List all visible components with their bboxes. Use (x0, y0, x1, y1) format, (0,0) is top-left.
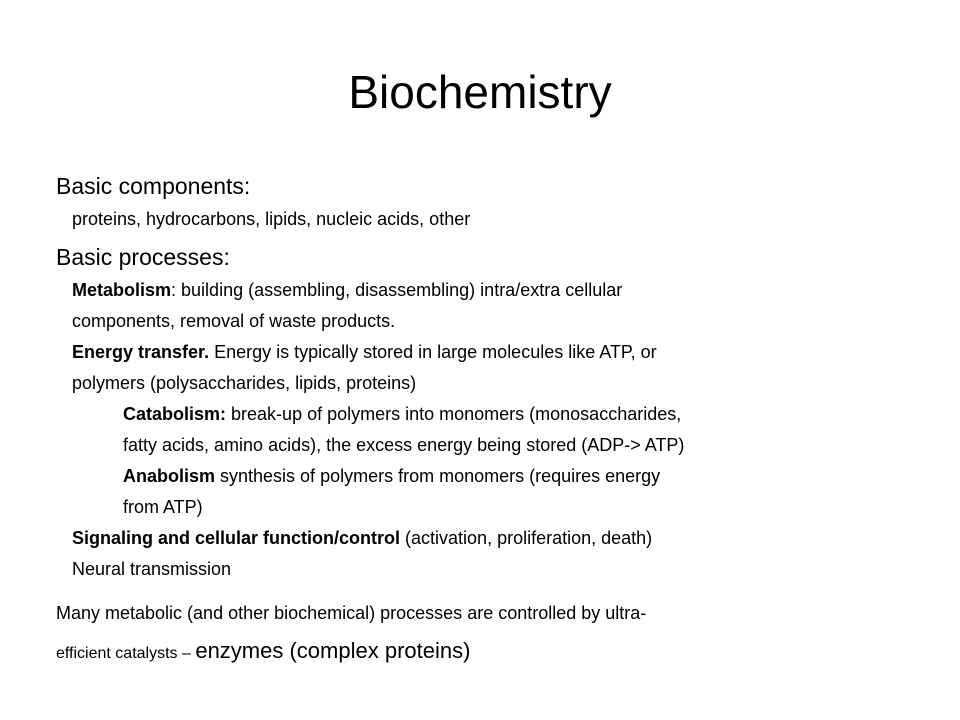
signaling-term: Signaling and cellular function/control (72, 528, 401, 548)
slide-title: Biochemistry (348, 66, 612, 118)
energy-line-1 (56, 337, 936, 368)
catabolism-text-1: break-up of polymers into monomers (monosaccharides, (226, 404, 682, 424)
energy-text-1: Energy is typically stored in large molecules like ATP, or (209, 342, 657, 362)
metabolism-text-1: : building (assembling, disassembling) intra/extra cellular (171, 280, 623, 300)
anabolism-line-1 (56, 461, 936, 492)
catabolism-term: Catabolism: (123, 404, 227, 424)
enzymes-highlight: enzymes (complex proteins) (195, 638, 471, 663)
anabolism-term: Anabolism (123, 466, 216, 486)
metabolism-line-2: components, removal of waste products. (72, 311, 396, 331)
energy-line-2: polymers (polysaccharides, lipids, proteins) (72, 373, 417, 393)
footer-line-2-small: efficient catalysts – (56, 645, 196, 662)
metabolism-line-1 (56, 275, 936, 306)
basic-components-heading: Basic components: (56, 173, 251, 199)
anabolism-text-1: synthesis of polymers from monomers (requires energy (215, 466, 661, 486)
catabolism-line-2: fatty acids, amino acids), the excess energy being stored (ADP-> ATP) (123, 435, 685, 455)
footer-line-2 (56, 629, 946, 676)
anabolism-line-2: from ATP) (123, 497, 203, 517)
footer-line-1: Many metabolic (and other biochemical) processes are controlled by ultra- (56, 603, 647, 623)
metabolism-term: Metabolism (72, 280, 172, 300)
signaling-text: (activation, proliferation, death) (400, 528, 653, 548)
footer-block (56, 598, 946, 676)
catabolism-line-1 (56, 399, 936, 430)
slide-body (56, 168, 936, 585)
energy-term: Energy transfer. (72, 342, 210, 362)
neural-transmission-line: Neural transmission (72, 559, 232, 579)
basic-components-list: proteins, hydrocarbons, lipids, nucleic acids, other (72, 209, 471, 229)
signaling-line (56, 523, 936, 554)
basic-processes-heading: Basic processes: (56, 244, 230, 270)
